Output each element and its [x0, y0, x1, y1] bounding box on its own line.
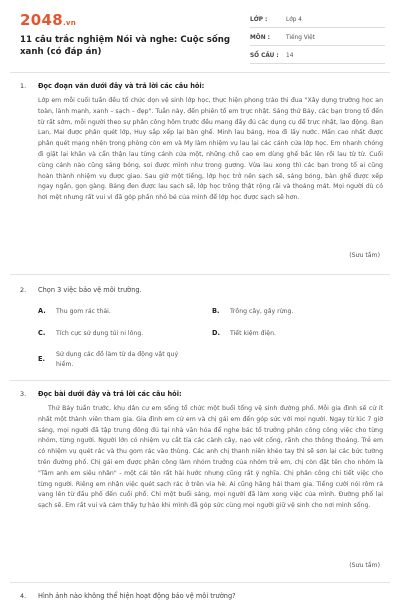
question-2-number: 2. [20, 286, 27, 294]
question-3-number: 3. [20, 390, 27, 398]
question-2-title: Chọn 3 việc bảo vệ môi trường. [38, 286, 142, 294]
question-3-title: Đọc bài dưới đây và trả lời các câu hỏi: [38, 390, 182, 398]
option-b[interactable]: B. Trồng cây, gây rừng. [212, 307, 294, 315]
divider [10, 274, 390, 275]
question-4-number: 4. [20, 592, 27, 600]
question-1-title: Đọc đoạn văn dưới đây và trả lời các câu hỏi: [38, 82, 205, 90]
option-d[interactable]: D. Tiết kiệm điện. [212, 329, 276, 337]
question-1-source: (Sưu tầm) [349, 252, 380, 259]
option-c[interactable]: C. Tích cực sử dụng túi ni lông. [38, 329, 144, 337]
divider [10, 380, 390, 381]
document-meta [250, 13, 385, 67]
meta-subject: MÔN : Tiếng Việt [250, 31, 385, 46]
option-a[interactable]: A. Thu gom rác thải. [38, 307, 111, 315]
question-3-source: (Sưu tầm) [349, 562, 380, 569]
page-header [0, 0, 400, 86]
question-3-passage: Thứ Bảy tuần trước, khu dân cư em sống tổ chức một buổi tổng vệ sinh đường phố. Mỗi gia đình sẽ cử ít nhất một thành viên tham gia. Gia đình em cử em và chị gái em đến góp sức với mọi người. Ngay từ lúc 7 giờ sáng, mọi người đã tập trung đông đủ tại nhà văn hóa để nghe bác tổ trưởng phân công công việc cho từng nhóm, từng người. Người lớn có nhiệm vụ cắt tỉa các cành cây, nạo vét cống, rãnh cho thông thoáng. Trẻ em có nhiệm vụ quét rác và thu gom rác vào thùng. Các anh chị thanh niên khéo tay thì sẽ sơn lại các bức tường trên đường phố. Chị gái em được phân công làm nhóm trưởng của nhóm trẻ em, chị còn đặt tên cho nhóm là "Tâm anh em siêu nhân" - một cái tên rất hài hước nhưng cũng rất ý nghĩa. Chị phân công chi tiết việc cho từng người. Riêng em nhận việc quét sạch rác ở trên vỉa hè. Ai cũng hăng hái tham gia. Tiếng cười nói rôm rả vang lên từ đầu phố đến cuối phố. Chỉ một buổi sáng, mọi người đã làm xong việc của mình. Đường phố lại sạch sẽ. Em rất vui và cảm thấy tự hào khi mình đã góp sức cùng mọi người giữ vệ sinh cho nơi mình sống. [38, 405, 383, 510]
option-e[interactable]: E. Sử dụng các đồ làm từ da động vật quý hiếm. [38, 351, 179, 368]
question-1-number: 1. [20, 82, 27, 90]
question-4-title: Hình ảnh nào không thể hiện hoạt động bảo vệ môi trường? [38, 592, 236, 600]
document-title: 11 câu trắc nghiệm Nói và nghe: Cuộc sống xanh (có đáp án) [20, 35, 231, 57]
question-1-passage: Lớp em mỗi cuối tuần đều tổ chức dọn vệ sinh lớp học, thực hiện phong trào thi đua "Xây dựng trường học an toàn, lành mạnh, xanh – sạch – đẹp". Tuần này, đến phiên tổ em trực nhật. Sáng thứ Bảy, các bạn trong tổ đến từ rất sớm, mỗi người theo sự phân công hôm trước đều mang đầy đủ các dụng cụ để trực nhật, lao động. Bạn Lan, Mai được phân quét lớp, Huy sắp xếp lại bàn ghế. Minh lau bảng, Hoa đi lấy nước. Mấn cao nhất được phân quét mạng nhện trong phòng còn em và My làm nhiệm vụ lau lại các cánh cửa lớp học. Em nhanh chóng đi giặt lại khăn và cẩn thận lau từng cánh cửa một, những chỗ cao em dùng ghế bắc lên rồi lau từ từ. Cuối cùng cánh nào cũng sáng bóng, soi được mình như trong gương. Vừa lau xong thì các bạn trong tổ ai cũng hoàn thành nhiệm vụ được giao. Sau giờ một tiếng, lớp học trở nên sạch sẽ, sáng bóng, bàn ghế được xếp ngay ngắn, gọn gàng. Bảng đen được lau sạch sẽ, lớp học trông thật rộng rãi và thoáng mát. Mọi người dù có hơi mệt nhưng rất vui vì đã góp phần nhỏ bé của mình để lớp học được sạch sẽ hơn. [38, 97, 383, 202]
meta-grade: LỚP : Lớp 4 [250, 13, 385, 28]
meta-question-count: SỐ CÂU : 14 [250, 49, 385, 64]
divider [10, 582, 390, 583]
site-logo[interactable]: 2048.vn [20, 11, 77, 29]
divider [10, 72, 390, 73]
